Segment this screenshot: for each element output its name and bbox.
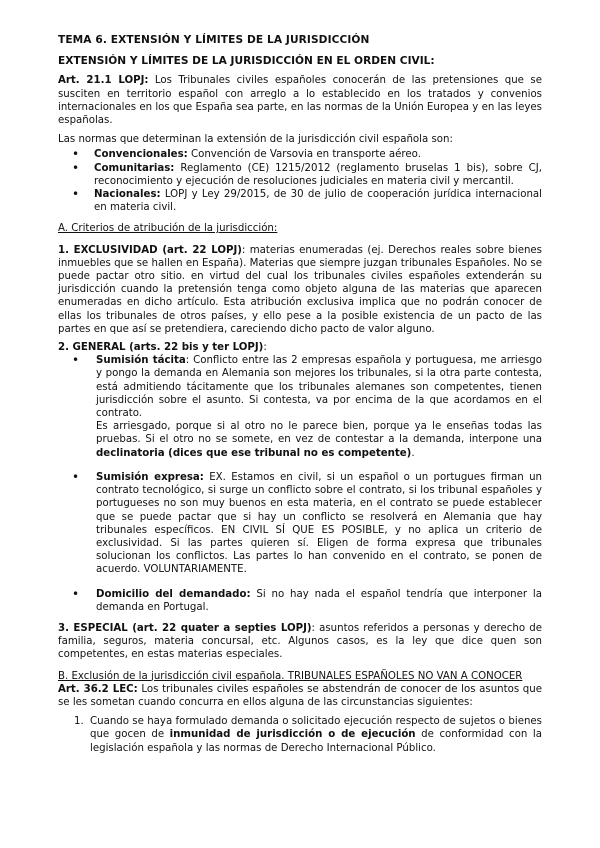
section-b-heading bbox=[58, 670, 542, 683]
document-title: TEMA 6. EXTENSIÓN Y LÍMITES DE LA JURISDICCIÓN bbox=[58, 34, 370, 46]
normas-label: Convencionales: bbox=[94, 149, 188, 161]
expresa-label: Sumisión expresa: bbox=[96, 471, 204, 483]
art-36-paragraph bbox=[58, 683, 542, 709]
exclusividad-label: 1. EXCLUSIVIDAD (art. 22 LOPJ) bbox=[58, 244, 242, 256]
normas-label: Nacionales: bbox=[94, 189, 161, 201]
normas-text: LOPJ y Ley 29/2015, de 30 de julio de cooperación jurídica internacional en materia civil. bbox=[94, 189, 542, 214]
list-item bbox=[58, 148, 542, 161]
normas-text: Convención de Varsovia en transporte aéreo. bbox=[187, 149, 421, 161]
document-page bbox=[58, 34, 542, 755]
tacita-label: Sumisión tácita bbox=[96, 355, 186, 367]
item-end: de conformidad con la legislación española y las normas de Derecho Internacional Público. bbox=[90, 729, 542, 754]
section-a-heading bbox=[58, 222, 542, 235]
art-21-paragraph bbox=[58, 74, 542, 127]
list-item bbox=[58, 715, 542, 755]
general-label: 2. GENERAL (arts. 22 bis y ter LOPJ) bbox=[58, 342, 264, 354]
art-36-ref: Art. 36.2 LEC: bbox=[58, 683, 138, 695]
domicilio-text: Si no hay nada el español tendría que interponer la demanda en Portugal. bbox=[96, 588, 542, 613]
art-36-text: Los tribunales civiles españoles se abstendrán de conocer de los asuntos que se les sometan cuando concurra en ellos alguna de las circunstancias siguientes: bbox=[58, 683, 542, 708]
section-heading: EXTENSIÓN Y LÍMITES DE LA JURISDICCIÓN EN EL ORDEN CIVIL: bbox=[58, 55, 435, 68]
art-21-ref: Art. 21.1 LOPJ: bbox=[58, 75, 149, 87]
list-item bbox=[58, 354, 542, 460]
general-colon: : bbox=[263, 342, 267, 354]
normas-text: Reglamento (CE) 1215/2012 (reglamento bruselas 1 bis), sobre CJ, reconocimiento y ejecución de resoluciones judiciales en materia civil y mercantil. bbox=[94, 162, 542, 187]
especial-text: : asuntos referidos a personas y derecho de familia, seguros, materia concursal, etc. Algunos casos, es la ley que dice quen son competentes, en estas materias especiales. bbox=[58, 622, 542, 661]
list-item bbox=[58, 471, 542, 577]
declinatoria-text: declinatoria (dices que ese tribunal no es competente) bbox=[96, 447, 412, 459]
domicilio-label: Domicilio del demandado: bbox=[96, 588, 251, 600]
tacita-end: . bbox=[411, 447, 415, 459]
normas-list bbox=[58, 148, 542, 214]
especial-label: 3. ESPECIAL (art. 22 quater a septies LOPJ) bbox=[58, 622, 312, 634]
general-list bbox=[58, 354, 542, 614]
normas-label: Comunitarias: bbox=[94, 162, 175, 174]
art-21-text: Los Tribunales civiles españoles conocerán de las pretensiones que se susciten en territorio español con arreglo a lo establecido en los tratados y convenios internacionales en los que España sea parte, en las normas de la Unión Europea y en las leyes españolas. bbox=[58, 75, 542, 127]
exclusion-list bbox=[58, 715, 542, 755]
section-b-label: B. Exclusión de la jurisdicción civil española. TRIBUNALES ESPAÑOLES NO VAN A CONOCER bbox=[58, 670, 523, 682]
tacita-text-2: Es arriesgado, porque si al otro no le parece bien, porque ya le enseñas todas las pruebas. Si el otro no se somete, en vez de contestar a la demanda, interpone una bbox=[96, 421, 542, 446]
item-number: 1. bbox=[74, 716, 84, 728]
section-a-label: A. Criterios de atribución de la jurisdicción: bbox=[58, 223, 278, 235]
expresa-text: EX. Estamos en civil, si un español o un portugues firman un contrato tecnológico, si surge un conflicto sobre el contrato, si los tribunal españoles y portugueses no son muy buenos en esta materia, en el contrato se puede establecer que se puede pactar que si hay un conflicto se resolverá en Alemania que hay tribunales específicos. EN CIVIL SÍ QUE ES POSIBLE, y no aplica un criterio de exclusividad. Si las partes quieren sí. Eligen de forma expresa que tribunales solucionan los conflictos. Las partes lo han convenido en el contrato, se ponen de acuerdo. VOLUNTARIAMENTE. bbox=[96, 471, 542, 576]
normas-intro: Las normas que determinan la extensión de la jurisdicción civil española son: bbox=[58, 134, 453, 146]
tacita-text: : Conflicto entre las 2 empresas española y portuguesa, me arriesgo y pongo la demanda en Alemania son mejores los tribunales, si la otra parte contesta, está admitiendo tácitamente que los tribunales alemanes son competentes, tienen jurisdicción sobre el asunto. Si contesta, va por encima de la que acordamos en el contrato. bbox=[96, 355, 543, 420]
list-item bbox=[58, 188, 542, 214]
general-heading bbox=[58, 341, 542, 354]
especial-paragraph bbox=[58, 622, 542, 662]
exclusividad-text: : materias enumeradas (ej. Derechos reales sobre bienes inmuebles que se hallen en España). Materias que siempre juzgan tribunales Españoles. No se puede pactar otro sitio. en virtud del cual los tribunales civiles españoles extenderán su jurisdicción cuando la pretensión tenga como objeto alguna de las materias que aparecen enumeradas en dicho artículo. Esta atribución exclusiva implica que no podrán conocer de ellas los tribunales de otros países, y ello pese a la posible existencia de un pacto de las partes en que así se pretendiera, careciendo dicho pacto de valor alguno. bbox=[58, 244, 542, 335]
item-text: Cuando se haya formulado demanda o solicitado ejecución respecto de sujetos o bienes que gocen de bbox=[90, 716, 542, 741]
exclusividad-paragraph bbox=[58, 244, 542, 336]
list-item bbox=[58, 162, 542, 188]
inmunidad-text: inmunidad de jurisdicción o de ejecución bbox=[169, 729, 416, 741]
list-item bbox=[58, 588, 542, 614]
